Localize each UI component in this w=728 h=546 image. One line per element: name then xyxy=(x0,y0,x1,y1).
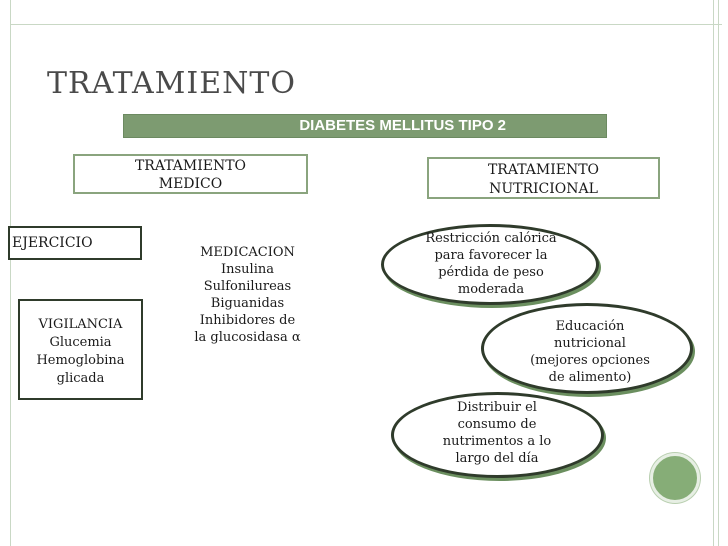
frame-left-line xyxy=(10,0,11,546)
educacion-line-2: nutricional xyxy=(554,336,626,351)
educacion-line-1: Educación xyxy=(555,319,625,334)
medicacion-line-5: Inhibidores de xyxy=(199,313,296,328)
tratamiento-nutricional-line-1: TRATAMIENTO xyxy=(487,162,600,178)
ejercicio-box: EJERCICIO xyxy=(8,226,142,260)
vigilancia-line-1: VIGILANCIA xyxy=(38,317,123,332)
frame-top-line xyxy=(10,24,722,25)
distribuir-line-2: consumo de xyxy=(457,417,537,432)
frame-right-line-inner xyxy=(718,0,719,546)
medicacion-block xyxy=(180,244,315,346)
restriccion-line-3: pérdida de peso xyxy=(438,265,544,280)
decorative-circle-icon xyxy=(650,453,700,503)
vigilancia-line-3: Hemoglobina xyxy=(36,353,125,368)
distribuir-text xyxy=(431,399,563,467)
vigilancia-box xyxy=(18,299,143,400)
tratamiento-medico-line-1: TRATAMIENTO xyxy=(134,158,247,174)
vigilancia-line-2: Glucemia xyxy=(49,335,112,350)
medicacion-line-4: Biguanidas xyxy=(210,296,285,311)
medicacion-line-6: la glucosidasa α xyxy=(194,330,301,345)
restriccion-text xyxy=(412,230,570,298)
frame-right-line xyxy=(713,0,714,546)
tratamiento-medico-line-2: MEDICO xyxy=(158,176,223,192)
medicacion-line-3: Sulfonilureas xyxy=(203,279,292,294)
restriccion-line-2: para favorecer la xyxy=(434,248,548,263)
slide-title: TRATAMIENTO xyxy=(47,66,296,101)
educacion-text xyxy=(515,318,665,386)
tratamiento-nutricional-line-2: NUTRICIONAL xyxy=(489,181,598,197)
medicacion-line-1: MEDICACION xyxy=(200,245,295,260)
vigilancia-line-4: glicada xyxy=(56,371,105,386)
restriccion-line-4: moderada xyxy=(457,282,525,297)
diagnosis-banner: DIABETES MELLITUS TIPO 2 xyxy=(123,114,607,138)
tratamiento-medico-box xyxy=(73,154,308,194)
distribuir-line-3: nutrimentos a lo xyxy=(442,434,552,449)
tratamiento-nutricional-box xyxy=(427,157,660,199)
educacion-line-3: (mejores opciones xyxy=(530,353,650,368)
educacion-line-4: de alimento) xyxy=(548,370,632,385)
medicacion-line-2: Insulina xyxy=(221,262,274,277)
distribuir-line-4: largo del día xyxy=(455,451,539,466)
distribuir-line-1: Distribuir el xyxy=(457,400,537,415)
restriccion-line-1: Restricción calórica xyxy=(425,231,557,246)
